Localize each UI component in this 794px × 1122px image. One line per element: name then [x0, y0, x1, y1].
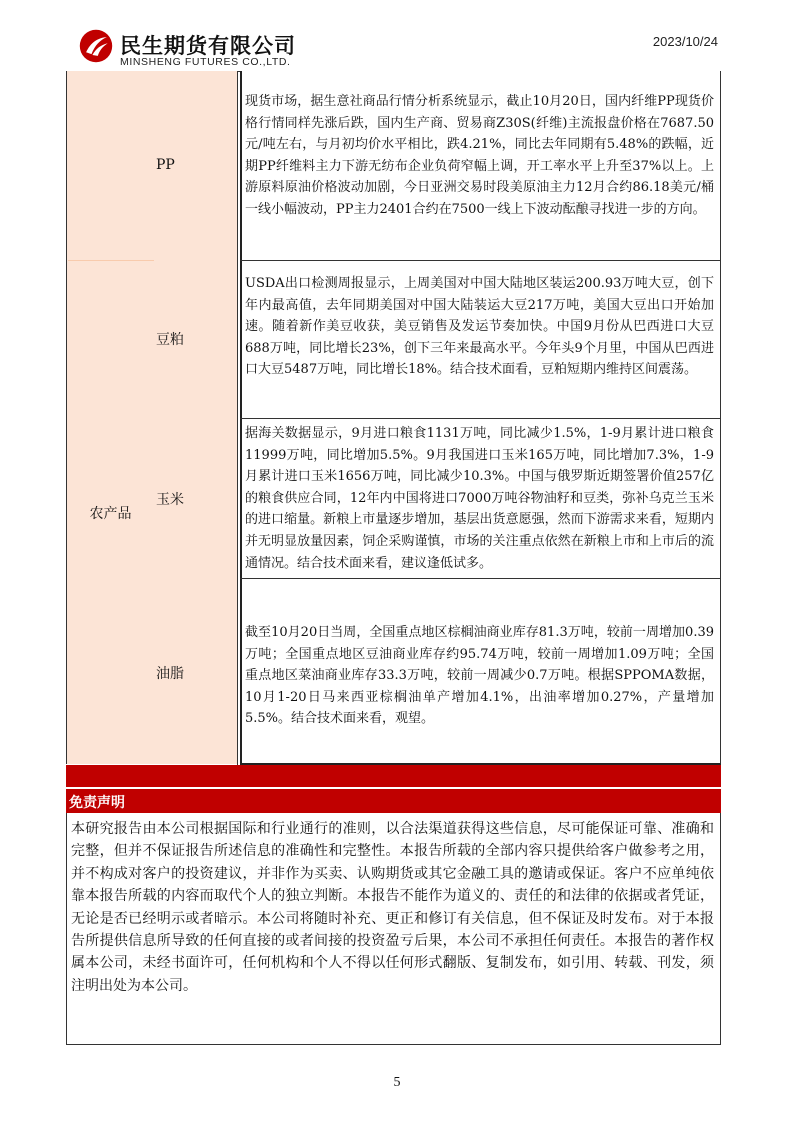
commentary-cell — [240, 261, 721, 419]
table-row-pp — [154, 71, 721, 261]
company-name-cn: 民生期货有限公司 — [120, 34, 296, 58]
commodity-table — [66, 71, 721, 765]
commentary-text: USDA出口检测周报显示，上周美国对中国大陆地区装运200.93万吨大豆，创下年内最高值，去年同期美国对中国大陆装运大豆217万吨，美国大豆出口开始加速。随着新作美豆收获，美豆销售及发运节奏加快。中国9月份从巴西进口大豆688万吨，同比增长23%，创下三年来最高水平。今年头9个月里，中国从巴西进口大豆5487万吨，同比增长18%。结合技术面看，豆粕短期内维持区间震荡。 — [245, 276, 714, 378]
product-cell — [154, 71, 238, 261]
category-label: 农产品 — [89, 506, 132, 522]
table-row-corn — [154, 419, 721, 579]
disclaimer-title-bar — [66, 789, 721, 813]
product-name: 油脂 — [156, 666, 184, 682]
category-column — [66, 71, 155, 764]
report-date: 2023/10/24 — [652, 34, 718, 49]
commentary-text: 截至10月20日当周，全国重点地区棕榈油商业库存81.3万吨，较前一周增加0.39万吨；全国重点地区豆油商业库存约95.74万吨，较前一周增加1.09万吨；全国重点地区菜油商业库存33.3万吨，较前一周减少0.7万吨。根据SPPOMA数据，10月1-20日马来西亚棕榈油单产增加4.1%，出油率增加0.27%，产量增加5.5%。结合技术面来看，观望。 — [245, 625, 714, 727]
disclaimer-text: 本研究报告由本公司根据国际和行业通行的准则，以合法渠道获得这些信息，尽可能保证可靠、准确和完整，但并不保证报告所述信息的准确性和完整性。本报告所载的全部内容只提供给客户做参考之用，并不构成对客户的投资建议，并非作为买卖、认购期货或其它金融工具的邀请或保证。客户不应单纯依靠本报告所载的内容而取代个人的独立判断。本报告不能作为道义的、责任的和法律的依据或者凭证，无论是否已经明示或者暗示。本公司将随时补充、更正和修订有关信息，但不保证及时发布。对于本报告所提供信息所导致的任何直接的或者间接的投资盈亏后果，本公司不承担任何责任。本报告的著作权属本公司，未经书面许可，任何机构和个人不得以任何形式翻版、复制发布，如引用、转载、刊发，须注明出处为本公司。 — [71, 821, 714, 994]
disclaimer-box — [66, 813, 721, 1045]
page-header — [0, 0, 794, 72]
table-row-soymeal — [154, 261, 721, 419]
product-cell — [154, 419, 238, 579]
commentary-cell — [240, 419, 721, 579]
minsheng-logo-icon — [78, 28, 114, 64]
disclaimer-title: 免责声明 — [69, 795, 125, 811]
product-name: 豆粕 — [156, 332, 184, 348]
table-row-oils — [154, 579, 721, 765]
category-separator — [68, 260, 154, 261]
commentary-cell — [240, 579, 721, 765]
product-name: 玉米 — [156, 492, 184, 508]
page-number: 5 — [393, 1075, 401, 1090]
product-cell — [154, 261, 238, 419]
product-name: PP — [156, 157, 175, 173]
red-divider-band — [66, 765, 721, 787]
commentary-text: 据海关数据显示，9月进口粮食1131万吨，同比减少1.5%，1-9月累计进口粮食11999万吨，同比增加5.5%。9月我国进口玉米165万吨，同比增加7.3%，1-9月累计进口玉米1656万吨，同比减少10.3%。中国与俄罗斯近期签署价值257亿的粮食供应合同，12年内中国将进口7000万吨谷物油籽和豆类，弥补乌克兰玉米的进口缩量。新粮上市量逐步增加，基层出货意愿强，然而下游需求来看，短期内并无明显放量因素，饲企采购谨慎，市场的关注重点依然在新粮上市和上市后的流通情况。结合技术面来看，建议逢低试多。 — [245, 426, 714, 571]
commentary-text: 现货市场，据生意社商品行情分析系统显示，截止10月20日，国内纤维PP现货价格行情同样先涨后跌，国内生产商、贸易商Z30S(纤维)主流报盘价格在7687.50元/吨左右，与月初均价水平相比，跌4.21%，同比去年同期有5.48%的跌幅，近期PP纤维料主力下游无纺布企业负荷窄幅上调，开工率水平上升至37%以上。上游原料原油价格波动加剧，今日亚洲交易时段美原油主力12月合约86.18美元/桶一线小幅波动，PP主力2401合约在7500一线上下波动酝酿寻找进一步的方向。 — [245, 94, 714, 217]
commentary-cell — [240, 71, 721, 261]
company-name-en: MINSHENG FUTURES CO.,LTD. — [120, 56, 291, 68]
product-cell — [154, 579, 238, 765]
